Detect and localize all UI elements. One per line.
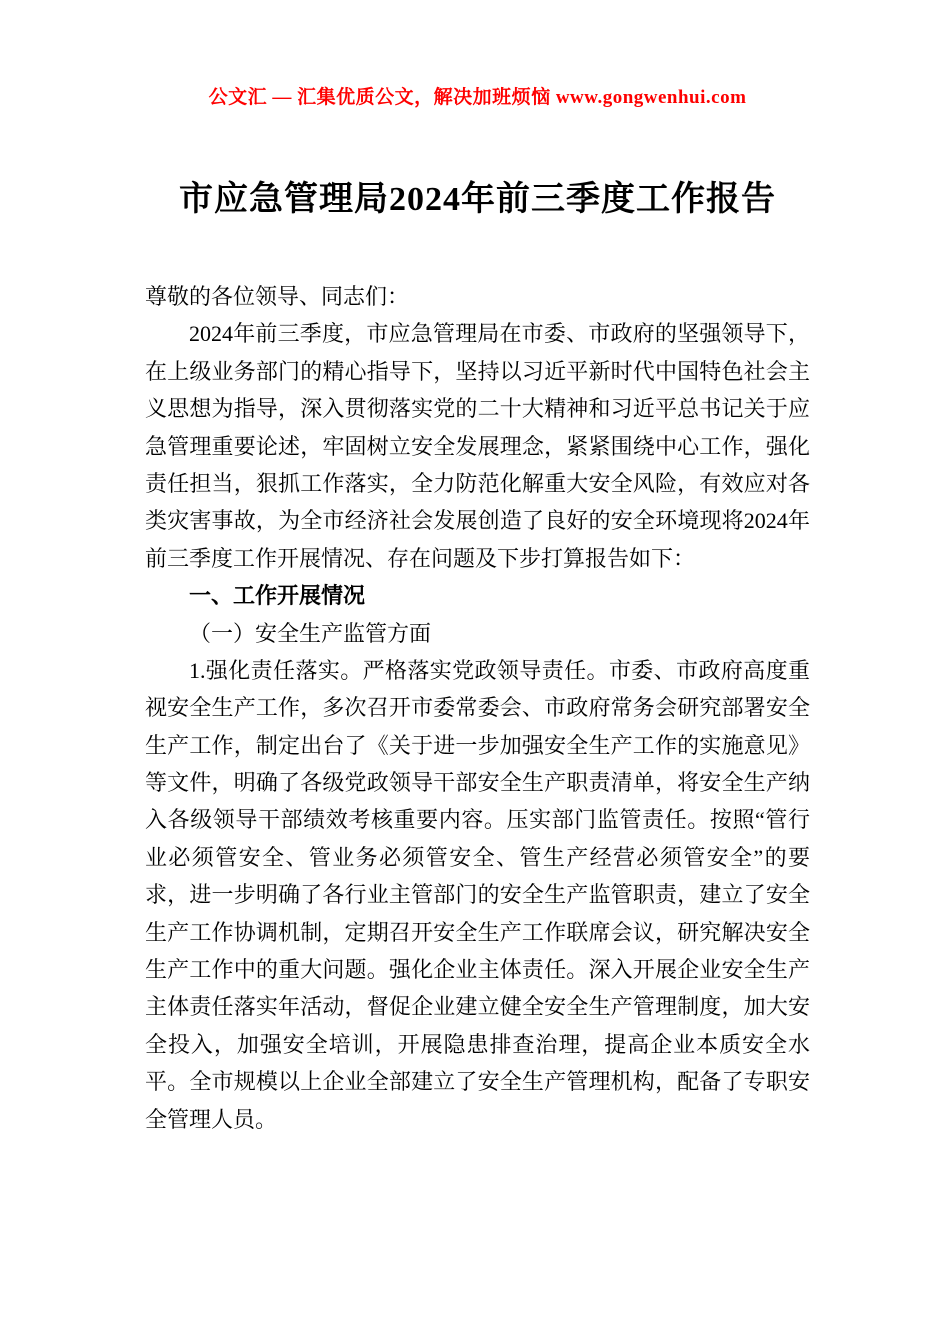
section-heading-work-progress: 一、工作开展情况	[189, 583, 366, 609]
document-body	[145, 278, 810, 1138]
document-title: 市应急管理局2024年前三季度工作报告	[179, 181, 776, 218]
content-paragraph-responsibility: 1.强化责任落实。严格落实党政领导责任。市委、市政府高度重视安全生产工作，多次召开市委常委会、市政府常务会研究部署安全生产工作，制定出台了《关于进一步加强安全生产工作的实施意见》等文件，明确了各级党政领导干部安全生产职责清单，将安全生产纳入各级领导干部绩效考核重要内容。压实部门监管责任。按照“管行业必须管安全、管业务必须管安全、管生产经营必须管安全”的要求，进一步明确了各行业主管部门的安全生产监管职责，建立了安全生产工作协调机制，定期召开安全生产工作联席会议，研究解决安全生产工作中的重大问题。强化企业主体责任。深入开展企业安全生产主体责任落实年活动，督促企业建立健全安全生产管理制度，加大安全投入，加强安全培训，开展隐患排查治理，提高企业本质安全水平。全市规模以上企业全部建立了安全生产管理机构，配备了专职安全管理人员。	[145, 657, 810, 1132]
intro-paragraph: 2024年前三季度，市应急管理局在市委、市政府的坚强领导下，在上级业务部门的精心指导下，坚持以习近平新时代中国特色社会主义思想为指导，深入贯彻落实党的二十大精神和习近平总书记关于应急管理重要论述，牢固树立安全发展理念，紧紧围绕中心工作，强化责任担当，狠抓工作落实，全力防范化解重大安全风险，有效应对各类灾害事故，为全市经济社会发展创造了良好的安全环境现将2024年前三季度工作开展情况、存在问题及下步打算报告如下：	[145, 321, 810, 571]
salutation-line: 尊敬的各位领导、同志们：	[145, 284, 410, 309]
subsection-heading-safety-supervision: （一）安全生产监管方面	[189, 620, 432, 646]
site-watermark-header: 公文汇 — 汇集优质公文，解决加班烦恼 www.gongwenhui.com	[208, 87, 747, 108]
